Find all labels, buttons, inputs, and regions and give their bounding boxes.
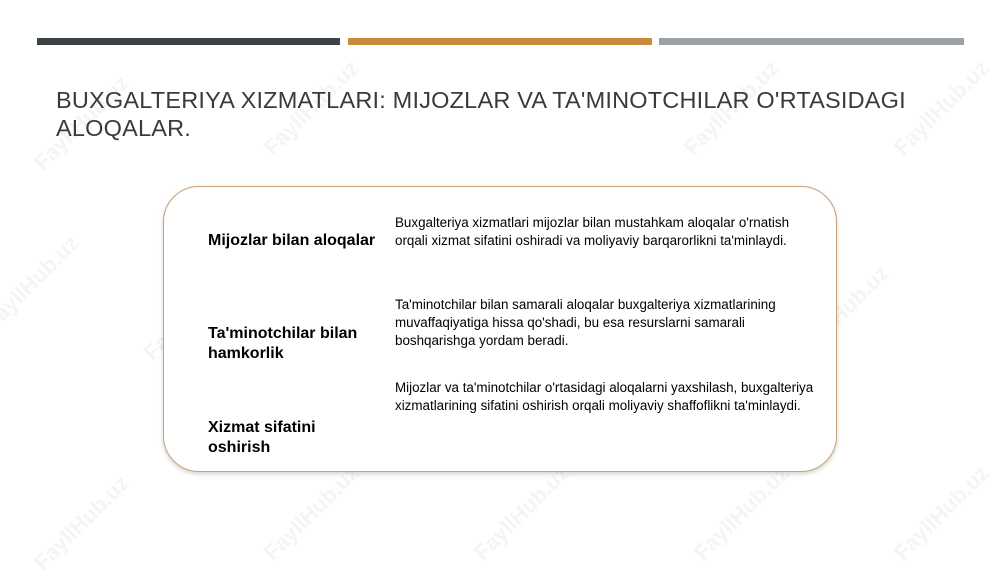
accent-bar-gray <box>659 38 964 45</box>
watermark <box>889 460 995 566</box>
watermark <box>0 230 85 336</box>
watermark <box>469 460 575 566</box>
row-label-client-relations: Mijozlar bilan aloqalar <box>208 232 376 249</box>
row-label-supplier-cooperation: Ta'minotchilar bilan hamkorlik <box>208 325 358 362</box>
watermark <box>689 460 795 566</box>
row-text-supplier-cooperation: Ta'minotchilar bilan samarali aloqalar buxgalteriya xizmatlarining muvaffaqiyatiga hissa qo'shadi, bu esa resurslarni samarali boshqarishga yordam beradi. <box>395 297 776 348</box>
row-text-client-relations: Buxgalteriya xizmatlari mijozlar bilan mustahkam aloqalar o'rnatish orqali xizmat sifatini oshiradi va moliyaviy barqarorlikni ta'minlaydi. <box>395 215 790 248</box>
row-label-service-quality: Xizmat sifatini oshirish <box>208 419 316 456</box>
watermark <box>29 470 135 576</box>
accent-bar-dark <box>37 38 340 45</box>
slide-title: BUXGALTERIYA XIZMATLARI: MIJOZLAR VA TA'MINOTCHILAR O'RTASIDAGI ALOQALAR. <box>56 87 906 141</box>
watermark <box>259 460 365 566</box>
accent-bar-orange <box>348 38 652 45</box>
row-text-service-quality: Mijozlar va ta'minotchilar o'rtasidagi aloqalarni yaxshilash, buxgalteriya xizmatlarining sifatini oshirish orqali moliyaviy shaffoflikni ta'minlaydi. <box>395 380 814 413</box>
